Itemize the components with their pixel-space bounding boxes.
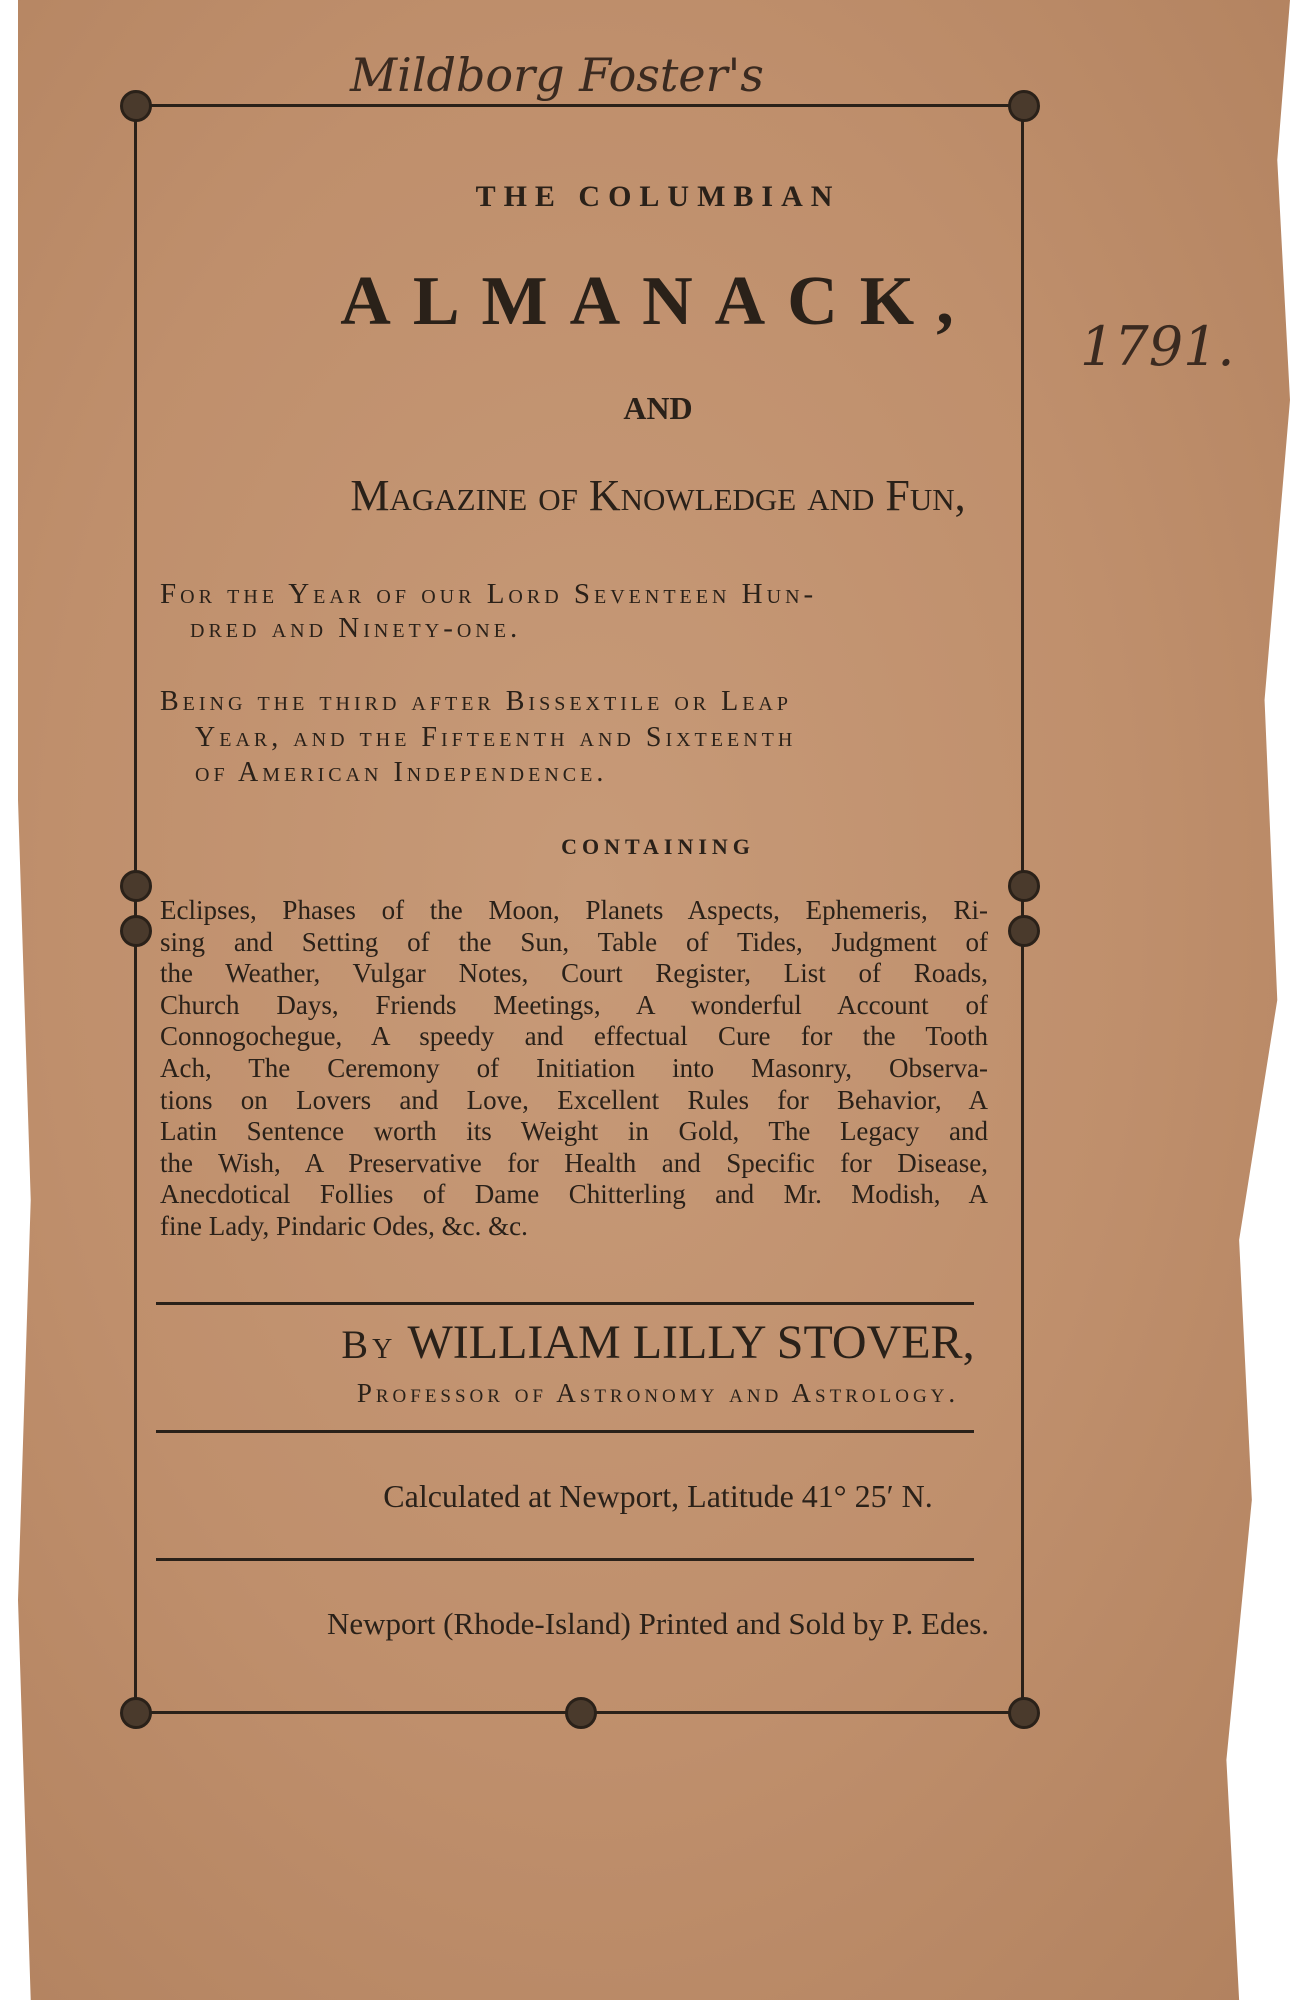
corner-ornament-icon bbox=[120, 1697, 152, 1729]
being-line-2: Year, and the Fifteenth and Sixteenth bbox=[195, 722, 797, 753]
contents-line: Church Days, Friends Meetings, A wonderful Account of bbox=[160, 989, 988, 1020]
corner-ornament-icon bbox=[1008, 1697, 1040, 1729]
side-ornament-icon bbox=[120, 915, 152, 947]
title-and: AND bbox=[623, 390, 693, 426]
corner-ornament-icon bbox=[120, 90, 152, 122]
contents-line: the Wish, A Preservative for Health and Specific for Disease, bbox=[160, 1147, 988, 1178]
divider-rule bbox=[156, 1558, 974, 1561]
right-border-rule bbox=[1021, 120, 1024, 1700]
top-border-rule bbox=[140, 104, 1025, 107]
side-ornament-icon bbox=[1008, 870, 1040, 902]
author-name: WILLIAM LILLY STOVER, bbox=[407, 1316, 975, 1369]
contents-line: Anecdotical Follies of Dame Chitterling and Mr. Modish, A bbox=[160, 1179, 988, 1210]
divider-rule bbox=[156, 1430, 974, 1433]
contents-line: Latin Sentence worth its Weight in Gold, The Legacy and bbox=[160, 1116, 988, 1147]
author-line bbox=[0, 1315, 1316, 1370]
center-ornament-icon bbox=[565, 1697, 597, 1729]
year-line-1: For the Year of our Lord Seventeen Hun- bbox=[160, 578, 818, 610]
being-line-3: of American Independence. bbox=[195, 757, 608, 788]
contents-line: tions on Lovers and Love, Excellent Rules for Behavior, A bbox=[160, 1084, 988, 1115]
contents-line: the Weather, Vulgar Notes, Court Register, List of Roads, bbox=[160, 958, 988, 989]
title-magazine: Magazine of Knowledge and Fun, bbox=[350, 471, 966, 520]
contents-line: Ach, The Ceremony of Initiation into Masonry, Observa- bbox=[160, 1053, 988, 1083]
side-ornament-icon bbox=[120, 870, 152, 902]
being-line-1: Being the third after Bissextile or Leap bbox=[160, 686, 792, 717]
contents-line: sing and Setting of the Sun, Table of Tides, Judgment of bbox=[160, 926, 988, 957]
author-by: By bbox=[341, 1322, 397, 1367]
handwritten-year: 1791. bbox=[1080, 315, 1235, 378]
author-title bbox=[0, 1378, 1316, 1409]
containing-label: CONTAINING bbox=[561, 834, 755, 859]
calculated-line: Calculated at Newport, Latitude 41° 25′ N. bbox=[383, 1478, 933, 1514]
year-line-2: dred and Ninety-one. bbox=[190, 612, 522, 644]
left-border-rule bbox=[134, 120, 137, 1700]
contents-line: Eclipses, Phases of the Moon, Planets Aspects, Ephemeris, Ri- bbox=[160, 895, 988, 925]
contents-line: Connogochegue, A speedy and effectual Cure for the Tooth bbox=[160, 1021, 988, 1052]
handwritten-owner-signature: Mildborg Foster's bbox=[350, 48, 764, 102]
corner-ornament-icon bbox=[1008, 90, 1040, 122]
side-ornament-icon bbox=[1008, 915, 1040, 947]
title-the-columbian: THE COLUMBIAN bbox=[475, 180, 841, 213]
contents-line: fine Lady, Pindaric Odes, &c. &c. bbox=[160, 1211, 528, 1241]
imprint-line: Newport (Rhode-Island) Printed and Sold by P. Edes. bbox=[326, 1606, 990, 1641]
title-almanack: ALMANACK, bbox=[340, 263, 976, 340]
author-title-text: Professor of Astronomy and Astrology. bbox=[356, 1378, 960, 1408]
divider-rule bbox=[156, 1302, 974, 1305]
